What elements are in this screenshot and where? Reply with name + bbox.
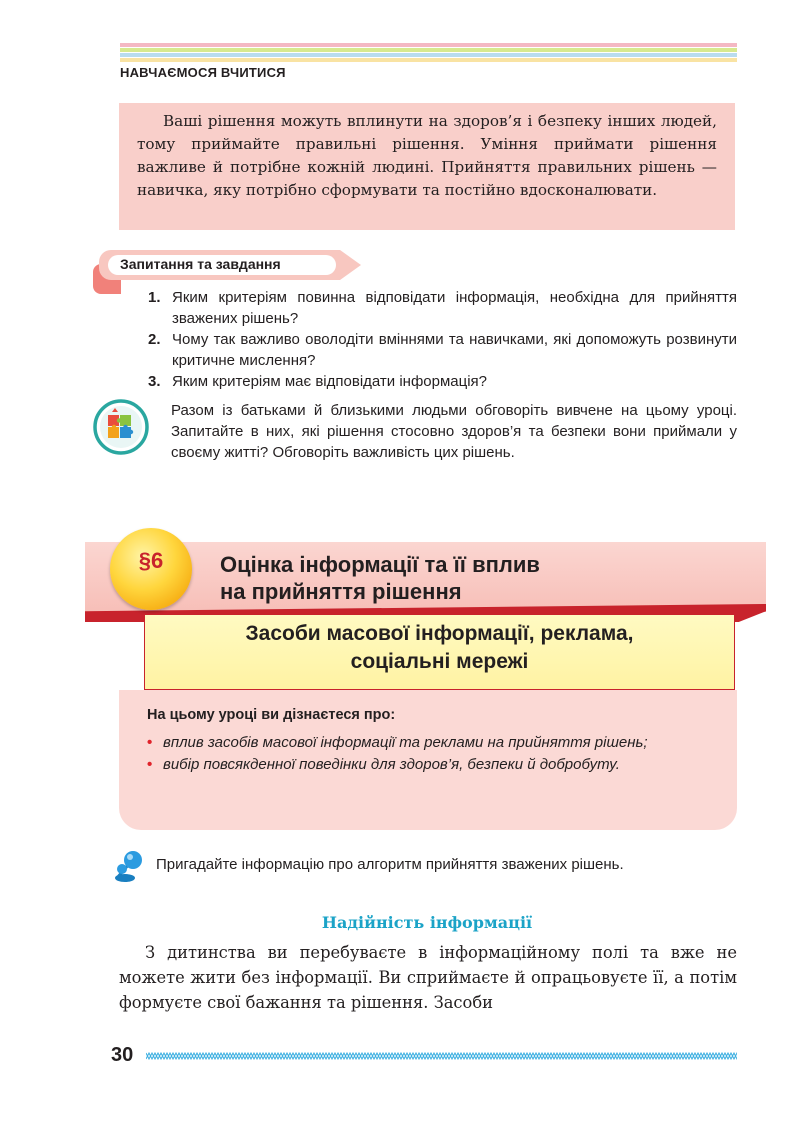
section-heading: Надійність інформації xyxy=(321,913,533,932)
bullet-icon: • xyxy=(147,755,153,773)
footer-zigzag xyxy=(146,1050,737,1062)
learn-title: На цьому уроці ви дізнаєтеся про: xyxy=(147,707,396,723)
question-item: 2. Чому так важливо оволодіти вміннями та навичками, які допоможуть розвинути критичне мислення? xyxy=(148,331,737,369)
bullet-icon: • xyxy=(147,734,153,751)
body-paragraph: З дитинства ви перебуваєте в інформаційному полі та вже не можете жити без інформації. Ви сприймаєте й опрацьовуєте її, а потім формуєте свої бажання та рішення. Засоби xyxy=(119,943,737,1012)
list-item: • вплив засобів масової інформації та реклами на прийняття рішень; xyxy=(147,734,648,751)
family-task-text: Разом із батьками й близькими людьми обговоріть вивчене на цьому уроці. Запитайте в них, які рішення стосовно здоров’я та безпеки вони приймали у своєму житті? Обговоріть важливість цих рішень. xyxy=(171,402,737,461)
paragraph-title: Оцінка інформації та її вплив на прийняття рішення xyxy=(220,552,540,604)
header-stripe xyxy=(120,43,737,63)
pushpin-icon xyxy=(111,848,145,884)
recall-text: Пригадайте інформацію про алгоритм прийняття зважених рішень. xyxy=(156,856,624,873)
conclusion-note: Ваші рішення можуть вплинути на здоров’я і безпеку інших людей, тому приймайте правильні рішення. Уміння приймати рішення важливе й потрібне кожній людині. Прийняття правильних рішень — навичка, яку потрібно сформувати та постійно вдосконалювати. xyxy=(119,103,735,230)
question-item: 1. Яким критеріям повинна відповідати інформація, необхідна для прийняття зважених рішень? xyxy=(148,289,737,327)
question-item: 3. Яким критеріям має відповідати інформація? xyxy=(148,373,488,390)
page-number: 30 xyxy=(111,1044,134,1066)
questions-title: Запитання та завдання xyxy=(120,256,281,272)
subject-title: Засоби масової інформації, реклама, соціальні мережі xyxy=(245,622,634,673)
family-puzzle-icon xyxy=(93,399,149,455)
questions-list xyxy=(148,288,737,394)
section-header: НАВЧАЄМОСЯ ВЧИТИСЯ xyxy=(120,65,286,80)
paragraph-number: §6 xyxy=(138,548,164,573)
list-item: • вибір повсякденної поведінки для здоров’я, безпеки й добробуту. xyxy=(147,755,620,773)
learn-list xyxy=(147,733,709,776)
